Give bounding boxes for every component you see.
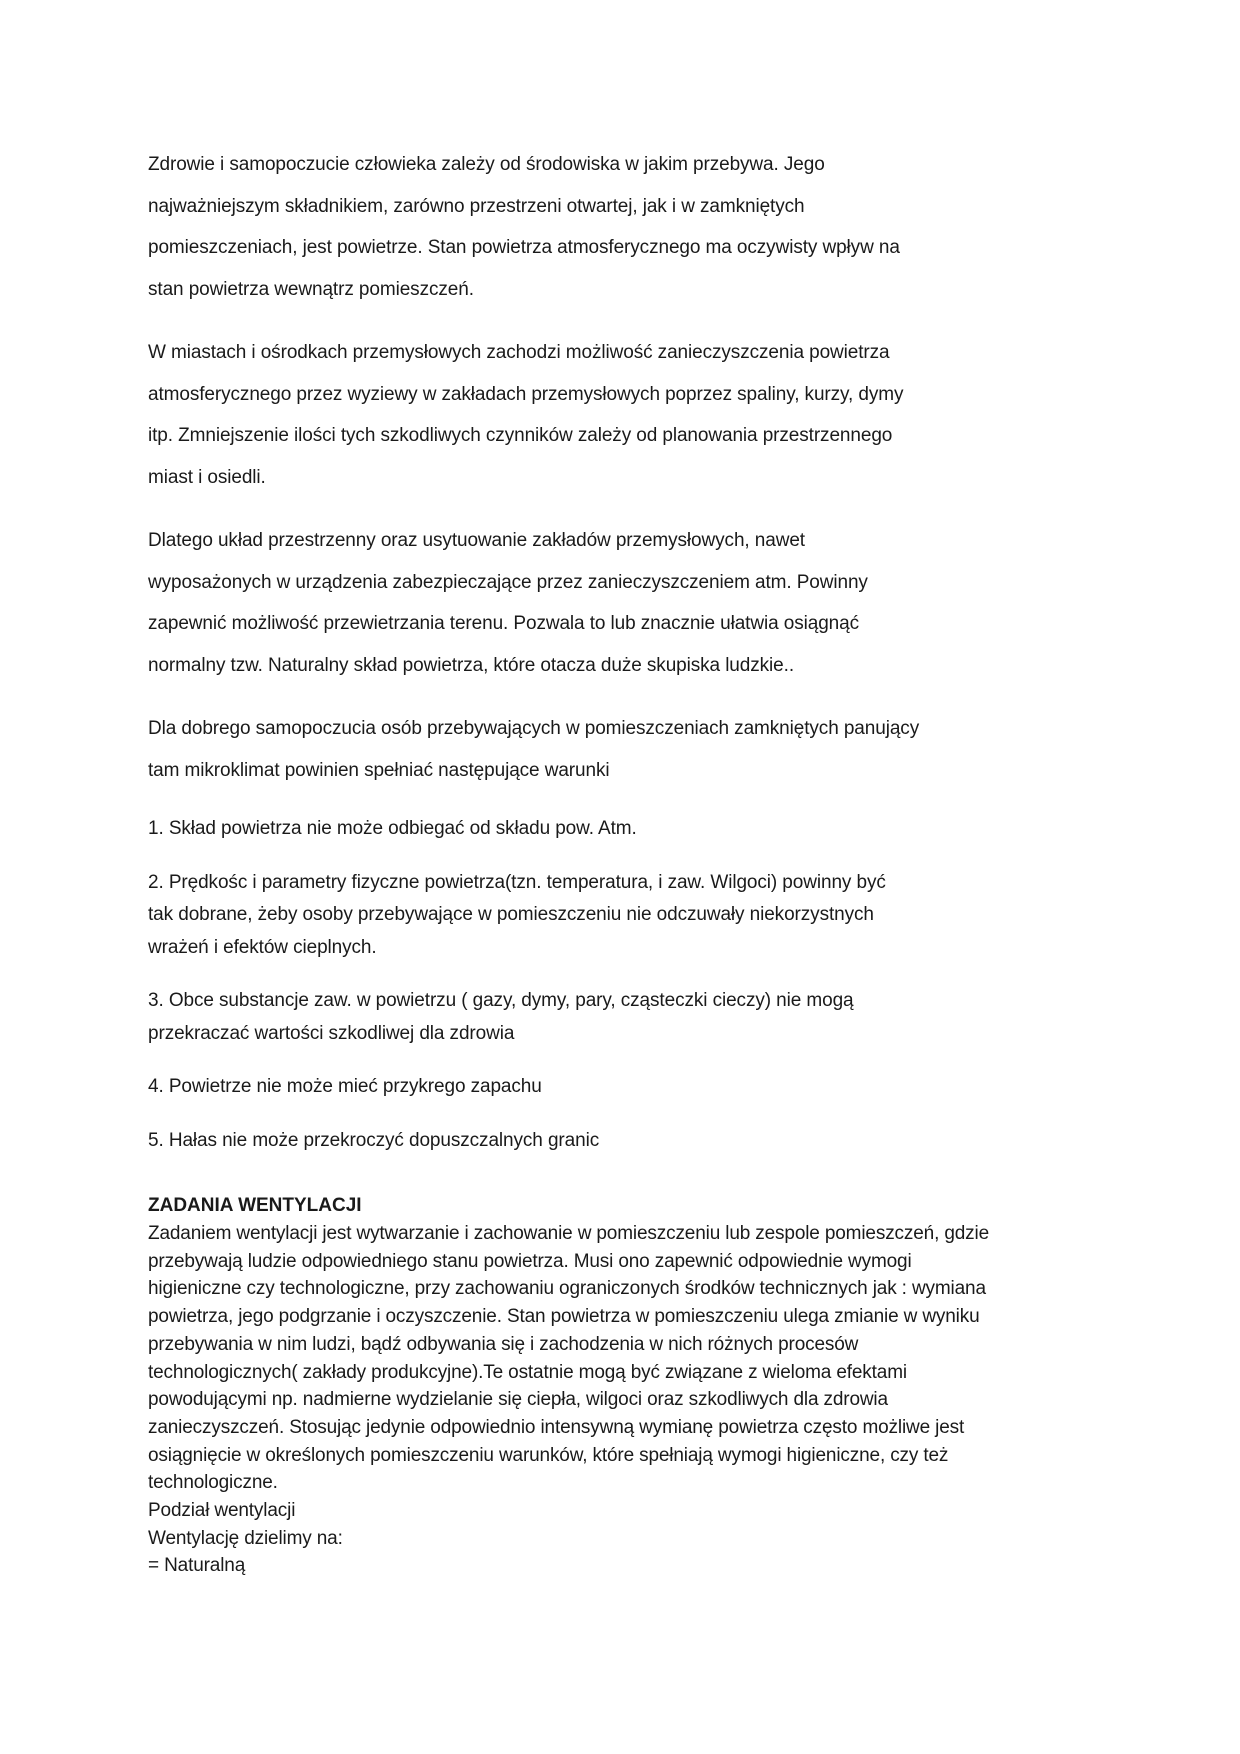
document-content: [148, 144, 1093, 1580]
text-line: stan powietrza wewnątrz pomieszczeń.: [148, 278, 474, 300]
text-line: W miastach i ośrodkach przemysłowych zachodzi możliwość zanieczyszczenia powietrza: [148, 342, 890, 363]
text-line: przebywania w nim ludzi, bądź odbywania się i zachodzenia w nich różnych procesów: [148, 1333, 859, 1355]
text-line: Zdrowie i samopoczucie człowieka zależy od środowiska w jakim przebywa. Jego: [148, 154, 825, 175]
text-line: atmosferycznego przez wyziewy w zakładach przemysłowych poprzez spaliny, kurzy, dymy: [148, 383, 904, 405]
text-line: higieniczne czy technologiczne, przy zachowaniu ograniczonych środków technicznych jak : wymiana: [148, 1278, 986, 1300]
text-line: 1. Skład powietrza nie może odbiegać od składu pow. Atm.: [148, 818, 637, 839]
list-item: [148, 1071, 1093, 1104]
list-item: [148, 813, 1093, 846]
text-line: technologiczne.: [148, 1472, 278, 1494]
text-line: Dlatego układ przestrzenny oraz usytuowanie zakładów przemysłowych, nawet: [148, 530, 805, 551]
text-line: przekraczać wartości szkodliwej dla zdrowia: [148, 1022, 515, 1044]
text-line: itp. Zmniejszenie ilości tych szkodliwych czynników zależy od planowania przestrzennego: [148, 425, 893, 446]
text-line: = Naturalną: [148, 1555, 246, 1577]
list-item: [148, 867, 1093, 965]
text-line: powietrza, jego podgrzanie i oczyszczenie. Stan powietrza w pomieszczeniu ulega zmianie w wyniku: [148, 1306, 980, 1328]
text-line: pomieszczeniach, jest powietrze. Stan powietrza atmosferycznego ma oczywisty wpływ na: [148, 237, 900, 258]
text-line: tak dobrane, żeby osoby przebywające w pomieszczeniu nie odczuwały niekorzystnych: [148, 904, 874, 925]
text-line: Dla dobrego samopoczucia osób przebywających w pomieszczeniach zamkniętych panujący: [148, 718, 920, 739]
text-line: 2. Prędkośc i parametry fizyczne powietrza(tzn. temperatura, i zaw. Wilgoci) powinny być: [148, 871, 886, 893]
text-line: powodującymi np. nadmierne wydzielanie się ciepła, wilgoci oraz szkodliwych dla zdrowia: [148, 1389, 888, 1411]
paragraph-layout: [148, 520, 1093, 686]
paragraph-intro: [148, 144, 1093, 310]
text-line: Podział wentylacji: [148, 1500, 296, 1522]
section-heading: ZADANIA WENTYLACJI: [148, 1195, 362, 1216]
section-body: [148, 1220, 1093, 1580]
text-line: 5. Hałas nie może przekroczyć dopuszczalnych granic: [148, 1129, 600, 1151]
ventilation-section: [148, 1192, 1093, 1580]
paragraph-cities: [148, 332, 1093, 498]
paragraph-conditions-intro: [148, 708, 1093, 791]
text-line: normalny tzw. Naturalny skład powietrza, które otacza duże skupiska ludzkie..: [148, 654, 794, 676]
text-line: Zadaniem wentylacji jest wytwarzanie i zachowanie w pomieszczeniu lub zespole pomieszczeń, gdzie: [148, 1223, 990, 1244]
text-line: Wentylację dzielimy na:: [148, 1527, 343, 1549]
text-line: najważniejszym składnikiem, zarówno przestrzeni otwartej, jak i w zamkniętych: [148, 195, 805, 217]
text-line: tam mikroklimat powinien spełniać następujące warunki: [148, 759, 610, 781]
list-item: [148, 985, 1093, 1050]
text-line: zapewnić możliwość przewietrzania terenu. Pozwala to lub znacznie ułatwia osiągnąć: [148, 613, 859, 634]
text-line: miast i osiedli.: [148, 466, 266, 488]
text-line: przebywają ludzie odpowiedniego stanu powietrza. Musi ono zapewnić odpowiednie wymogi: [148, 1250, 912, 1272]
text-line: wyposażonych w urządzenia zabezpieczające przez zanieczyszczeniem atm. Powinny: [148, 571, 868, 593]
text-line: zanieczyszczeń. Stosując jedynie odpowiednio intensywną wymianę powietrza często możliwe jest: [148, 1416, 965, 1438]
text-line: technologicznych( zakłady produkcyjne).Te ostatnie mogą być związane z wieloma efektami: [148, 1361, 907, 1383]
text-line: osiągnięcie w określonych pomieszczeniu warunków, które spełniają wymogi higieniczne, czy też: [148, 1444, 949, 1466]
text-line: wrażeń i efektów cieplnych.: [148, 936, 377, 958]
list-item: [148, 1125, 1093, 1158]
text-line: 3. Obce substancje zaw. w powietrzu ( gazy, dymy, pary, cząsteczki cieczy) nie mogą: [148, 990, 854, 1011]
text-line: 4. Powietrze nie może mieć przykrego zapachu: [148, 1076, 542, 1097]
conditions-list: [148, 813, 1093, 1157]
